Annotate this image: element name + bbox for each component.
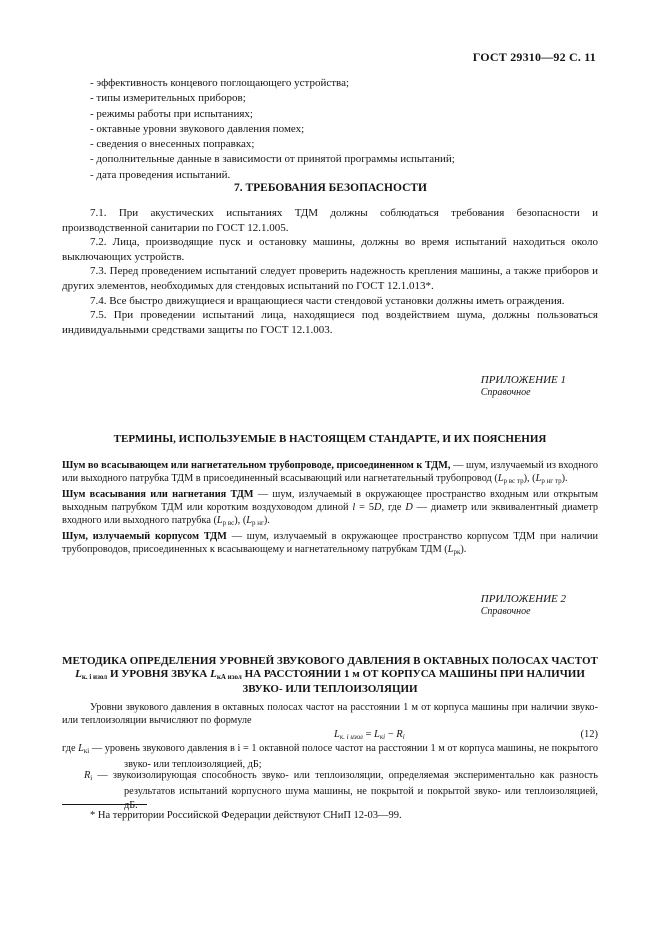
appendix-1-terms (62, 459, 598, 559)
section-7-body (62, 206, 598, 337)
appendix-2-title: МЕТОДИКА ОПРЕДЕЛЕНИЯ УРОВНЕЙ ЗВУКОВОГО ДАВЛЕНИЯ В ОКТАВНЫХ ПОЛОСАХ ЧАСТОТ $L_{к. i изол}$ И УРОВНЯ ЗВУКА $L_{кА изол}$ НА РАССТОЯНИИ 1 м ОТ КОРПУСА МАШИНЫ ПРИ НАЛИЧИИ ЗВУКО- ИЛИ ТЕПЛОИЗОЛЯЦИИ (62, 655, 598, 695)
appendix-1-title: ТЕРМИНЫ, ИСПОЛЬЗУЕМЫЕ В НАСТОЯЩЕМ СТАНДАРТЕ, И ИХ ПОЯСНЕНИЯ (113, 433, 547, 445)
formula-number: (12) (580, 729, 598, 740)
list-item: - режимы работы при испытаниях; (90, 107, 253, 120)
formula-12 (62, 729, 598, 743)
footnote-divider (62, 804, 147, 805)
term-name: Шум, излучаемый корпусом ТДМ (62, 531, 227, 542)
list-item: - дополнительные данные в зависимости от принятой программы испытаний; (90, 153, 455, 166)
appendix-2-type: Справочное (480, 605, 531, 617)
term-definition: Шум всасывания или нагнетания ТДМ — шум, излучаемый в окружающее пространство входным или открытым выходным патрубком ТДМ или коротким воздуховодом длиной l = 5D, где D — диаметр или эквивалентный диаметр входного или выходного патрубка $(L_{p вс})$, $(L_{p нг})$. (62, 489, 599, 527)
paragraph-7-2: 7.2. Лица, производящие пуск и остановку машины, должны во время испытаний находиться около выключающих устройств. (62, 236, 598, 263)
list-item: - октавные уровни звукового давления помех; (90, 122, 305, 135)
list-item: - типы измерительных приборов; (90, 92, 246, 105)
where-definition-lk: где $L_{кi}$ — уровень звукового давления в i = 1 октавной полосе частот на расстоянии 1 м от корпуса машины, не покрытого звуко- или теплоизоляцией, дБ; (62, 743, 598, 771)
term-name: Шум всасывания или нагнетания ТДМ (62, 489, 254, 500)
paragraph-7-5: 7.5. При проведении испытаний лица, находящиеся под воздействием шума, должны пользоваться индивидуальными средствами защиты по ГОСТ 12.1.003. (62, 309, 598, 336)
appendix-2-label (481, 593, 566, 618)
list-item: - сведения о внесенных поправках; (90, 138, 255, 151)
report-items-list (90, 76, 610, 183)
appendix-2-intro: Уровни звукового давления в октавных полосах частот на расстоянии 1 м от корпуса машины при наличии звуко- или теплоизоляции вычисляют по формуле (62, 702, 598, 727)
appendix-1-type: Справочное (480, 386, 531, 398)
where-definition-r: $R_i$ — звукоизолирующая способность звуко- или теплоизоляции, определяемая экспериментально как разность результатов испытаний корпусного шума машины, не покрытой и покрытой звуко- или теплоизоляцией, дБ. (84, 770, 598, 811)
page-header: ГОСТ 29310—92 С. 11 (472, 50, 596, 64)
paragraph-7-3: 7.3. Перед проведением испытаний следует проверить надежность крепления машины, а также приборов и других элементов, необходимых для стендовых испытаний по ГОСТ 12.1.013*. (62, 265, 598, 292)
appendix-2-number: ПРИЛОЖЕНИЕ 2 (480, 593, 566, 605)
list-item: - дата проведения испытаний. (90, 168, 231, 181)
term-definition: Шум во всасывающем или нагнетательном трубопроводе, присоединенном к ТДМ, — шум, излучаемый из входного или выходного патрубка ТДМ в присоединенный всасывающий или нагнетательный трубопровод $(L_{p вс тр})$, $(L_{p нг тр})$. (62, 460, 599, 485)
section-7-title: 7. ТРЕБОВАНИЯ БЕЗОПАСНОСТИ (233, 182, 428, 194)
appendix-1-label (481, 374, 566, 399)
paragraph-7-1: 7.1. При акустических испытаниях ТДМ должны соблюдаться требования безопасности и производственной санитарии по ГОСТ 12.1.005. (62, 207, 598, 234)
appendix-1-number: ПРИЛОЖЕНИЕ 1 (480, 374, 566, 386)
footnote: * На территории Российской Федерации действуют СНиП 12-03—99. (90, 810, 402, 821)
formula-expression: $L_{к. i изол} = L_{кi} - R_i$ (334, 729, 405, 741)
term-name: Шум во всасывающем или нагнетательном трубопроводе, присоединенном к ТДМ, (62, 460, 451, 471)
paragraph-7-4: 7.4. Все быстро движущиеся и вращающиеся части стендовой установки должны иметь ограждения. (90, 294, 565, 307)
list-item: - эффективность концевого поглощающего устройства; (90, 77, 350, 89)
term-definition: Шум, излучаемый корпусом ТДМ — шум, излучаемый в окружающее пространство корпусом ТДМ при наличии трубопроводов, присоединенных к всасывающему и нагнетательному патрубкам ТДМ $(L_{pк})$. (62, 531, 598, 556)
